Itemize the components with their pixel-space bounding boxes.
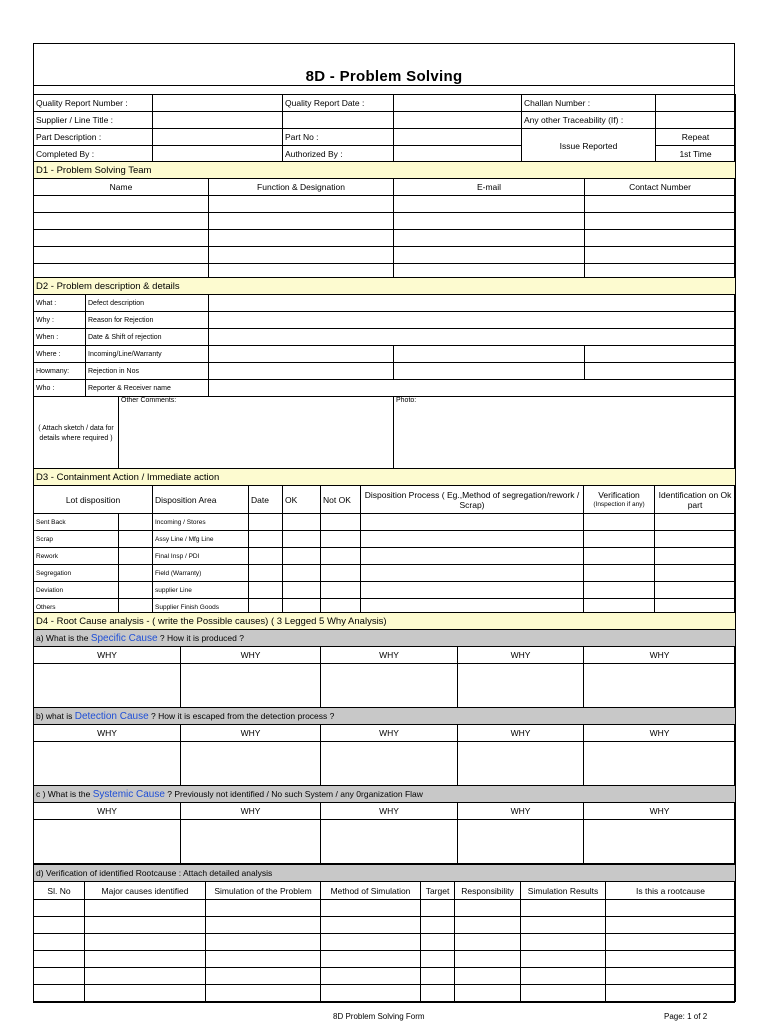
repeat-option[interactable]: Repeat — [656, 129, 736, 146]
why-header: WHY — [584, 803, 736, 820]
d1-table — [33, 161, 736, 281]
challan-number-field[interactable] — [656, 95, 736, 112]
table-row[interactable] — [34, 582, 736, 599]
quality-report-number-field[interactable] — [153, 95, 283, 112]
d3-area-label: Incoming / Stores — [153, 514, 249, 531]
d2-where-field[interactable] — [209, 346, 394, 363]
d2-where-value: Incoming/Line/Warranty — [86, 346, 209, 363]
d2-where-field[interactable] — [585, 346, 736, 363]
why-header: WHY — [34, 725, 181, 742]
d2-where-field[interactable] — [394, 346, 585, 363]
d4-systemic-cause-question — [34, 786, 736, 803]
specific-cause-keyword: Specific Cause — [90, 632, 158, 644]
why-header: WHY — [181, 647, 321, 664]
table-row[interactable] — [34, 985, 736, 1002]
d3-col-verification — [584, 486, 655, 514]
supplier-line-title-label: Supplier / Line Title : — [34, 112, 153, 129]
why-header: WHY — [34, 803, 181, 820]
d3-area-label: Supplier Finish Goods — [153, 599, 249, 616]
d2-howmany-label: Howmany: — [34, 363, 86, 380]
d2-attach-note: ( Attach sketch / data for details where required ) — [34, 397, 119, 471]
why-header: WHY — [181, 725, 321, 742]
table-row[interactable] — [34, 934, 736, 951]
supplier-line-title-field[interactable] — [153, 112, 283, 129]
d4-c-post: ? Previously not identified / No such System / any 0rganization Flaw — [164, 788, 423, 799]
d3-area-label: Assy Line / Mfg Line — [153, 531, 249, 548]
d2-howmany-value: Rejection in Nos — [86, 363, 209, 380]
d1-row[interactable] — [34, 247, 736, 264]
d1-row[interactable] — [34, 213, 736, 230]
d2-howmany-field[interactable] — [394, 363, 585, 380]
ver-col-simulation: Simulation of the Problem — [206, 882, 321, 900]
d4-heading: D4 - Root Cause analysis - ( write the Possible causes) ( 3 Legged 5 Why Analysis) — [34, 613, 736, 630]
table-row[interactable] — [34, 917, 736, 934]
other-traceability-field[interactable] — [656, 112, 736, 129]
d2-why-field[interactable] — [209, 312, 736, 329]
why-header: WHY — [458, 725, 584, 742]
quality-report-number-label: Quality Report Number : — [34, 95, 153, 112]
completed-by-label: Completed By : — [34, 146, 153, 163]
empty-cell — [283, 112, 394, 129]
quality-report-date-label: Quality Report Date : — [283, 95, 394, 112]
d4-c-pre: c ) What is the — [36, 788, 93, 799]
d2-what-value: Defect description — [86, 295, 209, 312]
challan-number-label: Challan Number : — [522, 95, 656, 112]
d2-howmany-field[interactable] — [209, 363, 394, 380]
why-header: WHY — [321, 647, 458, 664]
d3-col-identification: Identification on Ok part — [655, 486, 736, 514]
d2-who-value: Reporter & Receiver name — [86, 380, 209, 397]
d4-verification-heading: d) Verification of identified Rootcause : Attach detailed analysis — [34, 865, 736, 882]
verification-sublabel: (Inspection if any) — [593, 500, 645, 508]
form-frame — [33, 43, 735, 1003]
d3-col-area: Disposition Area — [153, 486, 249, 514]
why-header: WHY — [321, 725, 458, 742]
d3-col-ok: OK — [283, 486, 321, 514]
d2-where-label: Where : — [34, 346, 86, 363]
d2-other-comments[interactable]: Other Comments: — [119, 397, 394, 471]
table-row[interactable] — [34, 531, 736, 548]
d2-howmany-field[interactable] — [585, 363, 736, 380]
d2-who-field[interactable] — [209, 380, 736, 397]
part-description-field[interactable] — [153, 129, 283, 146]
d2-why-value: Reason for Rejection — [86, 312, 209, 329]
why-answer-row[interactable] — [34, 664, 736, 708]
verification-table — [33, 864, 736, 1002]
d2-photo[interactable]: Photo: — [394, 397, 736, 471]
authorized-by-field[interactable] — [394, 146, 522, 163]
why-header: WHY — [584, 725, 736, 742]
part-no-label: Part No : — [283, 129, 394, 146]
footer-page-number: Page: 1 of 2 — [664, 1012, 708, 1021]
why-header: WHY — [181, 803, 321, 820]
ver-col-slno: Sl. No — [34, 882, 85, 900]
d3-lot-label: Rework — [34, 548, 119, 565]
d2-who-label: Who : — [34, 380, 86, 397]
empty-cell — [394, 112, 522, 129]
d3-lot-label: Deviation — [34, 582, 119, 599]
header-table — [33, 94, 736, 163]
d3-lot-label: Others — [34, 599, 119, 616]
d2-what-field[interactable] — [209, 295, 736, 312]
ver-col-rootcause: Is this a rootcause — [606, 882, 736, 900]
table-row[interactable] — [34, 514, 736, 531]
first-time-option[interactable]: 1st Time — [656, 146, 736, 163]
d2-table — [33, 277, 736, 471]
why-answer-row[interactable] — [34, 742, 736, 786]
other-traceability-label: Any other Traceability (If) : — [522, 112, 656, 129]
d3-area-label: supplier Line — [153, 582, 249, 599]
d3-table — [33, 468, 736, 616]
table-row[interactable] — [34, 968, 736, 985]
part-description-label: Part Description : — [34, 129, 153, 146]
d3-lot-label: Segregation — [34, 565, 119, 582]
ver-col-method: Method of Simulation — [321, 882, 421, 900]
d3-area-label: Final Insp / PDI — [153, 548, 249, 565]
ver-col-responsibility: Responsibility — [455, 882, 521, 900]
d2-when-label: When : — [34, 329, 86, 346]
systemic-cause-keyword: Systemic Cause — [92, 788, 165, 800]
d3-area-label: Field (Warranty) — [153, 565, 249, 582]
table-row[interactable] — [34, 548, 736, 565]
issue-reported-label: Issue Reported — [522, 129, 656, 163]
d3-lot-label: Sent Back — [34, 514, 119, 531]
d2-when-field[interactable] — [209, 329, 736, 346]
quality-report-date-field[interactable] — [394, 95, 522, 112]
detection-cause-keyword: Detection Cause — [74, 710, 149, 722]
d4-specific-cause-question — [34, 630, 736, 647]
ver-col-major-causes: Major causes identified — [85, 882, 206, 900]
d2-why-label: Why : — [34, 312, 86, 329]
d2-what-label: What : — [34, 295, 86, 312]
d3-col-not-ok: Not OK — [321, 486, 361, 514]
d4-a-pre: a) What is the — [36, 632, 91, 643]
why-answer-row[interactable] — [34, 820, 736, 864]
why-header: WHY — [584, 647, 736, 664]
why-header: WHY — [458, 647, 584, 664]
d3-col-date: Date — [249, 486, 283, 514]
d3-heading: D3 - Containment Action / Immediate action — [34, 469, 736, 486]
table-row[interactable] — [34, 565, 736, 582]
d4-a-post: ? How it is produced ? — [157, 632, 244, 643]
d4-detection-cause-question — [34, 708, 736, 725]
completed-by-field[interactable] — [153, 146, 283, 163]
d2-heading: D2 - Problem description & details — [34, 278, 736, 295]
d3-lot-label: Scrap — [34, 531, 119, 548]
part-no-field[interactable] — [394, 129, 522, 146]
d2-when-value: Date & Shift of rejection — [86, 329, 209, 346]
table-row[interactable] — [34, 900, 736, 917]
d1-heading: D1 - Problem Solving Team — [34, 162, 736, 179]
d4-b-post: ? How it is escaped from the detection process ? — [148, 710, 335, 721]
d4-b-pre: b) what is — [36, 710, 75, 721]
ver-col-results: Simulation Results — [521, 882, 606, 900]
authorized-by-label: Authorized By : — [283, 146, 394, 163]
d1-row[interactable] — [34, 230, 736, 247]
why-header: WHY — [34, 647, 181, 664]
d3-col-lot: Lot disposition — [34, 486, 153, 514]
why-header: WHY — [321, 803, 458, 820]
table-row[interactable] — [34, 951, 736, 968]
d1-col-contact: Contact Number — [585, 179, 736, 196]
verification-label: Verification — [598, 489, 640, 500]
why-header: WHY — [458, 803, 584, 820]
d1-row[interactable] — [34, 196, 736, 213]
footer-form-name: 8D Problem Solving Form — [333, 1012, 425, 1021]
d4-table — [33, 612, 736, 864]
d3-col-process: Disposition Process ( Eg.,Method of segregation/rework / Scrap) — [361, 486, 584, 514]
d1-col-email: E-mail — [394, 179, 585, 196]
ver-col-target: Target — [421, 882, 455, 900]
d1-col-function: Function & Designation — [209, 179, 394, 196]
d1-col-name: Name — [34, 179, 209, 196]
form-title: 8D - Problem Solving — [34, 44, 734, 86]
